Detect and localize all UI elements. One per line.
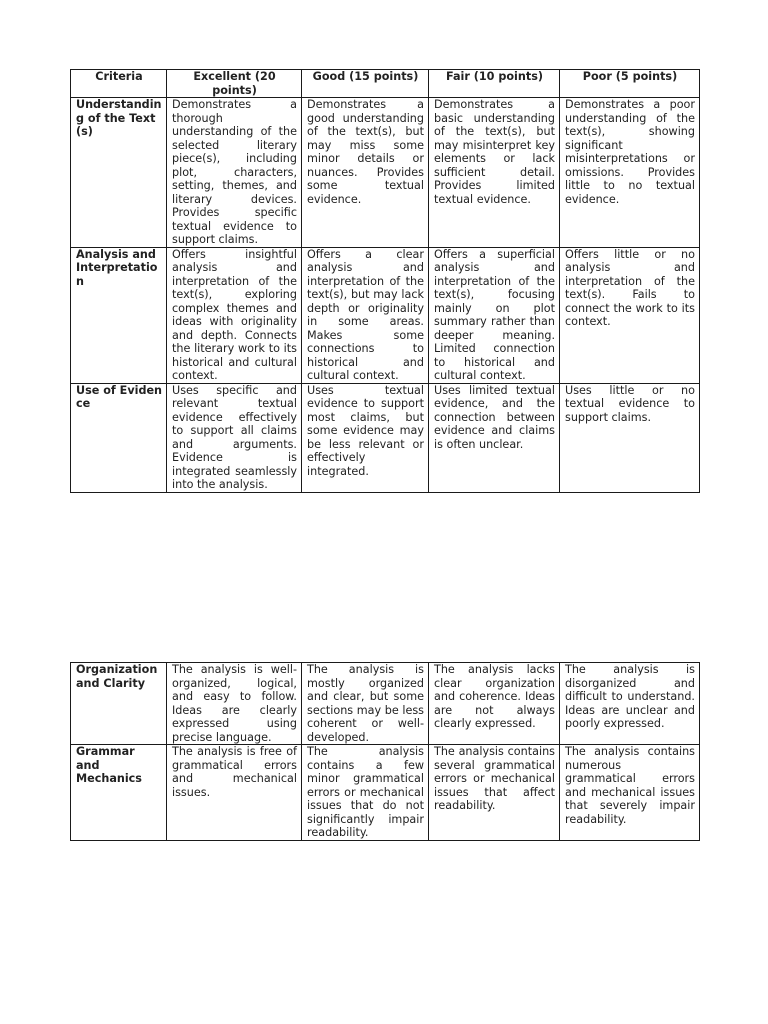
header-excellent: Excellent (20 points) [167, 70, 302, 98]
header-good: Good (15 points) [302, 70, 429, 98]
poor-cell: The analysis is disorganized and difficult to understand. Ideas are unclear and poorly expressed. [560, 663, 700, 745]
fair-cell: Offers a superficial analysis and interpretation of the text(s), focusing mainly on plot summary rather than deeper meaning. Limited connection to historical and cultural context. [429, 247, 560, 383]
fair-cell: Uses limited textual evidence, and the connection between evidence and claims is often unclear. [429, 383, 560, 492]
criterion-cell: Grammar and Mechanics [71, 745, 167, 841]
good-cell: Demonstrates a good understanding of the text(s), but may miss some minor details or nuances. Provides some textual evidence. [302, 98, 429, 248]
criterion-cell: Analysis and Interpretation [71, 247, 167, 383]
excellent-cell: The analysis is free of grammatical errors and mechanical issues. [167, 745, 302, 841]
header-fair: Fair (10 points) [429, 70, 560, 98]
header-criteria: Criteria [71, 70, 167, 98]
header-row [71, 70, 700, 98]
excellent-cell: The analysis is well-organized, logical, and easy to follow. Ideas are clearly expressed using precise language. [167, 663, 302, 745]
good-cell: Offers a clear analysis and interpretation of the text(s), but may lack depth or originality in some areas. Makes some connections to historical and cultural context. [302, 247, 429, 383]
excellent-cell: Offers insightful analysis and interpretation of the text(s), exploring complex themes and ideas with originality and depth. Connects the literary work to its historical and cultural context. [167, 247, 302, 383]
good-cell: Uses textual evidence to support most claims, but some evidence may be less relevant or effectively integrated. [302, 383, 429, 492]
rubric-table-page1 [70, 69, 700, 493]
fair-cell: Demonstrates a basic understanding of the text(s), but may misinterpret key elements or lack sufficient detail. Provides limited textual evidence. [429, 98, 560, 248]
table-row [71, 383, 700, 492]
criterion-cell: Understanding of the Text(s) [71, 98, 167, 248]
fair-cell: The analysis lacks clear organization and coherence. Ideas are not always clearly expressed. [429, 663, 560, 745]
poor-cell: The analysis contains numerous grammatical errors and mechanical issues that severely impair readability. [560, 745, 700, 841]
table-row [71, 745, 700, 841]
criterion-cell: Organization and Clarity [71, 663, 167, 745]
criterion-cell: Use of Evidence [71, 383, 167, 492]
table-row [71, 247, 700, 383]
table-row [71, 98, 700, 248]
good-cell: The analysis is mostly organized and clear, but some sections may be less coherent or well-developed. [302, 663, 429, 745]
good-cell: The analysis contains a few minor grammatical errors or mechanical issues that do not significantly impair readability. [302, 745, 429, 841]
poor-cell: Uses little or no textual evidence to support claims. [560, 383, 700, 492]
poor-cell: Offers little or no analysis and interpretation of the text(s). Fails to connect the work to its context. [560, 247, 700, 383]
rubric-table-page2 [70, 662, 700, 841]
excellent-cell: Uses specific and relevant textual evidence effectively to support all claims and arguments. Evidence is integrated seamlessly into the analysis. [167, 383, 302, 492]
fair-cell: The analysis contains several grammatical errors or mechanical issues that affect readability. [429, 745, 560, 841]
excellent-cell: Demonstrates a thorough understanding of the selected literary piece(s), including plot, characters, setting, themes, and literary devices. Provides specific textual evidence to support claims. [167, 98, 302, 248]
header-poor: Poor (5 points) [560, 70, 700, 98]
poor-cell: Demonstrates a poor understanding of the text(s), showing significant misinterpretations or omissions. Provides little to no textual evidence. [560, 98, 700, 248]
table-row [71, 663, 700, 745]
